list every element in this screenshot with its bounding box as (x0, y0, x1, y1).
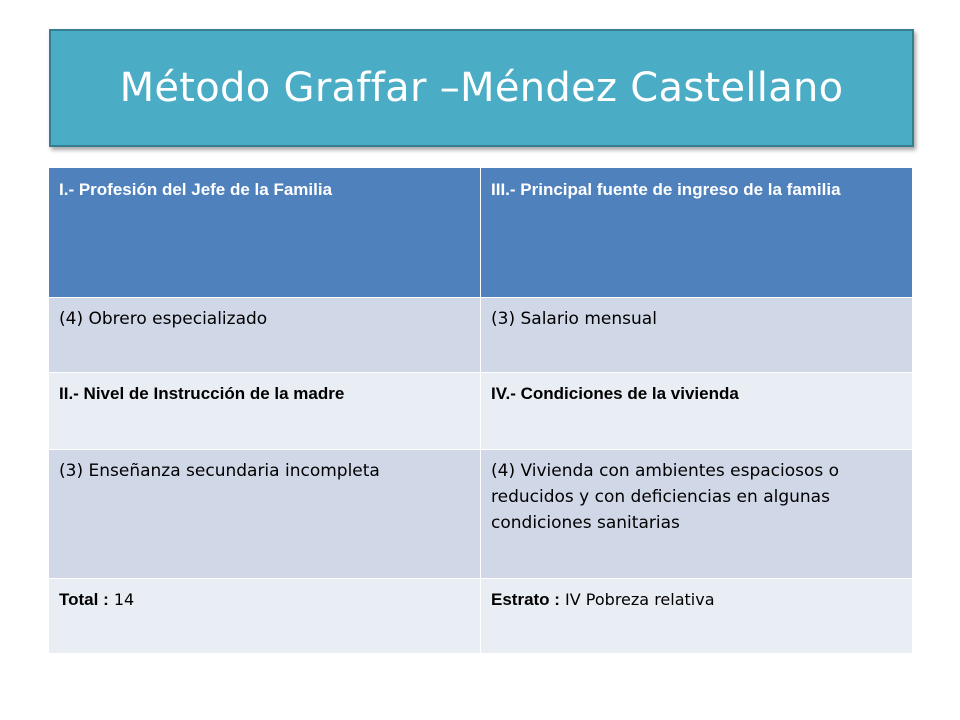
cell-instruction-label: II.- Nivel de Instrucción de la madre (49, 373, 481, 450)
title-box (49, 29, 914, 147)
cell-housing-label: IV.- Condiciones de la vivienda (481, 373, 913, 450)
total-value: 14 (108, 590, 135, 609)
cell-profession-value: (4) Obrero especializado (49, 298, 481, 373)
header-cell-profession: I.- Profesión del Jefe de la Familia (49, 168, 481, 298)
table-row (49, 579, 913, 654)
graffar-table (48, 167, 913, 654)
header-cell-income: III.- Principal fuente de ingreso de la familia (481, 168, 913, 298)
total-label: Total : (59, 590, 109, 609)
stratum-label: Estrato : (491, 590, 560, 609)
cell-stratum (481, 579, 913, 654)
table-header-row (49, 168, 913, 298)
table-row (49, 373, 913, 450)
cell-income-value: (3) Salario mensual (481, 298, 913, 373)
cell-instruction-value: (3) Enseñanza secundaria incompleta (49, 450, 481, 579)
table-row (49, 298, 913, 373)
cell-housing-value: (4) Vivienda con ambientes espaciosos o reducidos y con deficiencias en algunas condiciones sanitarias (481, 450, 913, 579)
slide-title: Método Graffar –Méndez Castellano (119, 65, 844, 111)
table-row (49, 450, 913, 579)
cell-total (49, 579, 481, 654)
stratum-value: IV Pobreza relativa (559, 590, 715, 609)
